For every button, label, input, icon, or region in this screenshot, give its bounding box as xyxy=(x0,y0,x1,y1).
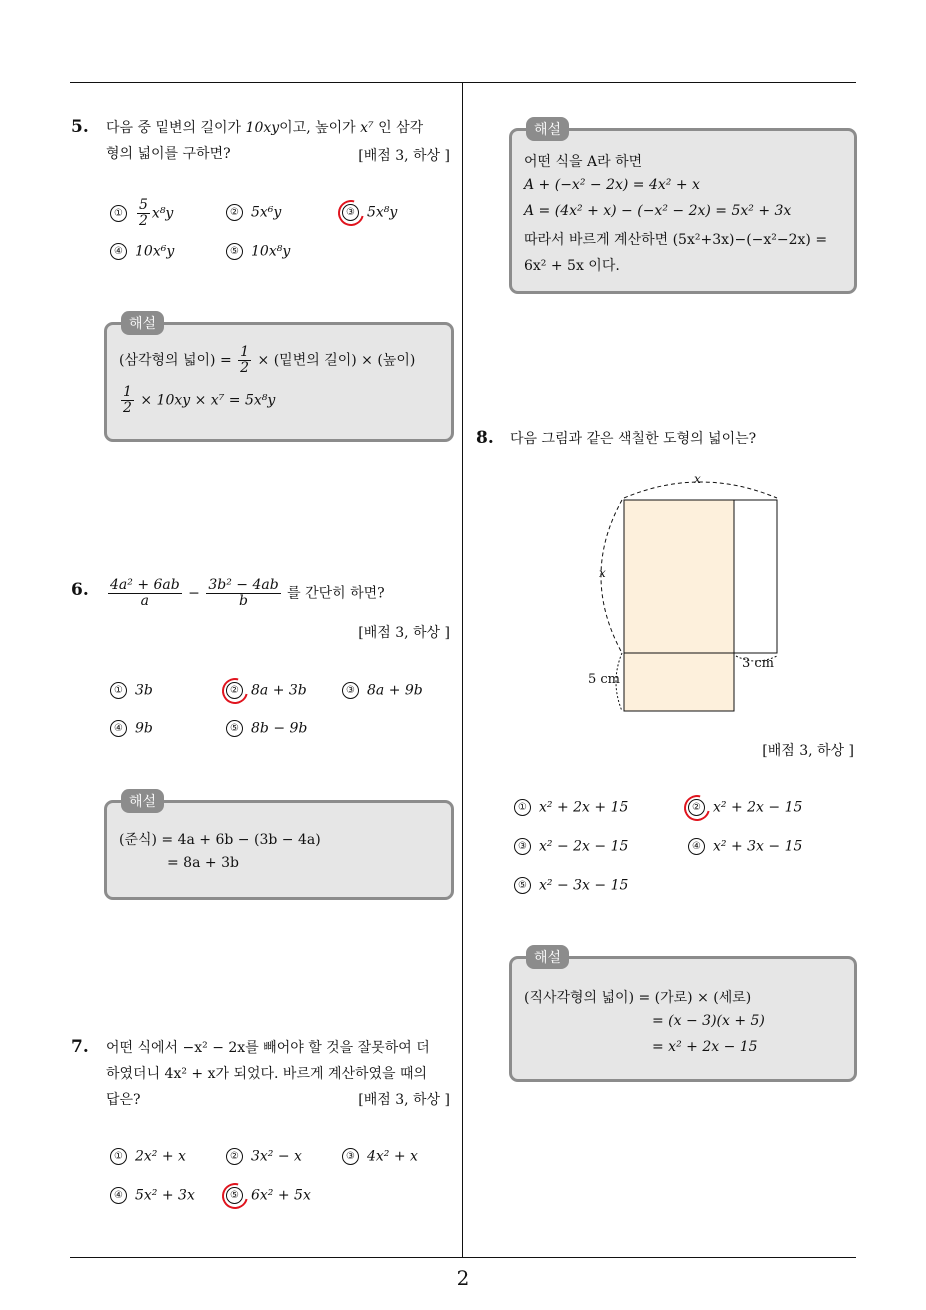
q6-solution-line2: = 8a + 3b xyxy=(167,855,239,871)
q7-solution-line5: 6x² + 5x 이다. xyxy=(524,258,620,274)
bottom-rule xyxy=(70,1257,856,1258)
q5-stem-b: 이고, 높이가 xyxy=(279,120,361,136)
q7-solution-tag: 해설 xyxy=(526,117,569,141)
option-number: ① xyxy=(110,205,127,222)
top-rule xyxy=(70,82,856,83)
q5-meta: [배점 3, 하상 ] xyxy=(358,148,450,164)
q6-frac1: $\frac{\text{4a² + 6ab}}{a}$ xyxy=(110,577,180,609)
q5-solution-line2: $\frac{1}{2}$ × 10xy × x⁷ = 5x⁸y xyxy=(123,384,276,416)
q7-number: 7. xyxy=(71,1037,89,1057)
q7-option-3[interactable]: ③ 4x² + x xyxy=(342,1148,418,1165)
q5-option-2[interactable]: ② 5x⁶y xyxy=(226,204,281,221)
q8-solution-box xyxy=(509,950,857,1082)
q6-option-1[interactable]: ① 3b xyxy=(110,682,153,699)
q5-answer-mark-icon xyxy=(333,195,369,231)
q7-stem-line3: 답은? xyxy=(106,1092,141,1108)
q6-option-4[interactable]: ④ 9b xyxy=(110,720,153,737)
fig-label-left: x xyxy=(599,566,606,580)
q5-stem-line2: 형의 넓이를 구하면? xyxy=(106,146,231,162)
q7-meta: [배점 3, 하상 ] xyxy=(358,1092,450,1108)
q8-number: 8. xyxy=(476,428,494,448)
q7-option-5[interactable]: ⑤ 6x² + 5x xyxy=(226,1187,311,1204)
q7-option-1[interactable]: ① 2x² + x xyxy=(110,1148,186,1165)
q6-solution-tag: 해설 xyxy=(121,789,164,813)
q7-solution-line1: 어떤 식을 A라 하면 xyxy=(524,154,643,170)
q5-height-expr: x⁷ xyxy=(360,120,374,136)
q7-option-4[interactable]: ④ 5x² + 3x xyxy=(110,1187,195,1204)
q5-option-5[interactable]: ⑤ 10x⁸y xyxy=(226,243,290,260)
q5-option-3[interactable]: ③ 5x⁸y xyxy=(342,204,397,221)
q7-solution-line2: A + (−x² − 2x) = 4x² + x xyxy=(524,177,700,193)
q8-option-3[interactable]: ③ x² − 2x − 15 xyxy=(514,838,628,855)
q6-meta: [배점 3, 하상 ] xyxy=(358,625,450,641)
q8-solution-tag: 해설 xyxy=(526,945,569,969)
q5-opt1-frac: $\frac{5}{2}$ xyxy=(139,197,148,229)
q6-solution-box xyxy=(104,794,454,900)
q7-solution-line4: 따라서 바르게 계산하면 (5x²+3x)−(−x²−2x) = xyxy=(524,232,828,248)
q8-solution-line1: (직사각형의 넓이) = (가로) × (세로) xyxy=(524,990,752,1006)
q7-solution-line3: A = (4x² + x) − (−x² − 2x) = 5x² + 3x xyxy=(524,203,792,219)
q8-option-2[interactable]: ② x² + 2x − 15 xyxy=(688,799,802,816)
q8-answer-mark-icon xyxy=(679,790,715,826)
q6-option-2[interactable]: ② 8a + 3b xyxy=(226,682,307,699)
column-divider xyxy=(462,82,463,1258)
q6-option-5[interactable]: ⑤ 8b − 9b xyxy=(226,720,307,737)
q6-frac2: $\frac{\text{3b² − 4ab}}{b}$ xyxy=(208,577,279,609)
q8-option-4[interactable]: ④ x² + 3x − 15 xyxy=(688,838,802,855)
q7-option-2[interactable]: ② 3x² − x xyxy=(226,1148,302,1165)
fig-label-top: x xyxy=(694,472,701,486)
page-number: 2 xyxy=(456,1266,470,1290)
q8-option-1[interactable]: ① x² + 2x + 15 xyxy=(514,799,628,816)
q5-number: 5. xyxy=(71,117,89,137)
q5-solution-line1: (삼각형의 넓이) = $\frac{1}{2}$ × (밑변의 길이) × (높이) xyxy=(119,344,416,376)
q8-stem: 다음 그림과 같은 색칠한 도형의 넓이는? xyxy=(510,431,757,447)
q6-answer-mark-icon xyxy=(217,673,253,709)
fig-label-3cm: 3 cm xyxy=(742,656,775,671)
q7-stem-line1: 어떤 식에서 −x² − 2x를 빼어야 할 것을 잘못하여 더 xyxy=(106,1040,430,1056)
q6-solution-line1: (준식) = 4a + 6b − (3b − 4a) xyxy=(119,832,321,848)
shaded-region-bottom xyxy=(624,653,734,711)
q8-meta: [배점 3, 하상 ] xyxy=(762,743,854,759)
unshaded-strip xyxy=(734,500,777,653)
q8-option-5[interactable]: ⑤ x² − 3x − 15 xyxy=(514,877,628,894)
q6-option-3[interactable]: ③ 8a + 9b xyxy=(342,682,423,699)
q5-solution-box xyxy=(104,316,454,442)
fig-label-5cm: 5 cm xyxy=(588,672,621,687)
q6-number: 6. xyxy=(71,580,89,600)
q5-option-1[interactable]: ① $\frac{5}{2}$ x⁸y xyxy=(110,198,173,229)
q5-stem-a: 다음 중 밑변의 길이가 xyxy=(106,120,246,136)
q8-solution-line3: = x² + 2x − 15 xyxy=(652,1039,758,1055)
q6-stem: $\frac{\text{4a² + 6ab}}{a}$ − $\frac{\text{3b² − 4ab}}{b}$ 를 간단히 하면? xyxy=(110,577,385,609)
shaded-region-top xyxy=(624,500,734,653)
q7-answer-mark-icon xyxy=(217,1178,253,1214)
q5-solution-tag: 해설 xyxy=(121,311,164,335)
q7-solution-box xyxy=(509,122,857,294)
q5-option-4[interactable]: ④ 10x⁶y xyxy=(110,243,174,260)
q7-stem-line2: 하였더니 4x² + x가 되었다. 바르게 계산하였을 때의 xyxy=(106,1066,428,1082)
q5-stem-c: 인 삼각 xyxy=(373,120,424,136)
q8-solution-line2: = (x − 3)(x + 5) xyxy=(652,1013,765,1029)
q5-base-expr: 10xy xyxy=(245,120,280,136)
